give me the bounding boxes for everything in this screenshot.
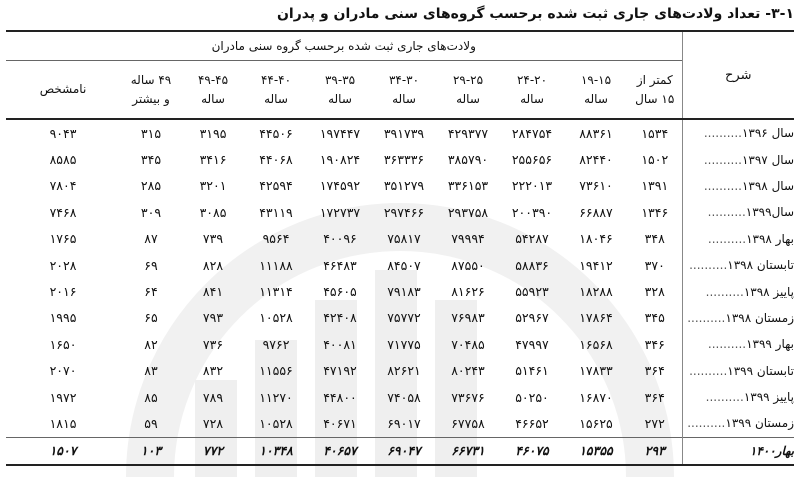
value-cell: ۷۷۲: [182, 437, 244, 465]
column-header-line-2: ساله: [201, 91, 225, 106]
column-header-line-1: ۴۹ ساله: [130, 72, 172, 87]
value-cell: ۴۶۰۷۵: [500, 437, 564, 465]
value-cell: ۱۱۱۸۸: [259, 257, 293, 273]
value-cell: ۴۴۰۶۸: [259, 152, 293, 168]
value-cell: ۱۳۴۶: [641, 204, 669, 220]
value-cell: ۵۹: [144, 415, 158, 431]
value-cell: ۳۴۸: [644, 231, 665, 247]
value-cell: ۲۹۳۷۵۸: [447, 204, 489, 220]
column-header-line-1: ۲۴-۲۰: [516, 72, 548, 87]
column-header: [564, 61, 628, 120]
value-cell: ۷۵۸۱۷: [387, 231, 421, 247]
table-row: [6, 410, 794, 437]
value-cell: ۷۸۰۴: [49, 178, 77, 194]
column-header-line-1: ۲۹-۲۵: [452, 72, 484, 87]
value-cell: ۱۷۲۷۳۷: [319, 204, 361, 220]
table-row: [6, 305, 794, 331]
value-cell: ۵۲۹۶۷: [515, 310, 549, 326]
value-cell: ۲۸۴۷۵۴: [511, 125, 553, 141]
row-label: بهار۱۴۰۰: [749, 443, 794, 458]
value-cell: ۱۹۷۲: [49, 389, 77, 405]
value-cell: ۴۰۰۹۶: [323, 231, 357, 247]
value-cell: ۴۲۹۳۷۷: [447, 125, 489, 141]
leader-dots: ..........: [707, 231, 747, 246]
value-cell: ۱۸۲۸۸: [579, 284, 613, 300]
value-cell: ۸۳۲: [202, 363, 224, 379]
value-cell: ۳۶۳۳۳۶: [383, 152, 425, 168]
column-header-line-2: ساله: [264, 91, 288, 106]
total-row: [6, 437, 794, 465]
leader-dots: ..........: [705, 284, 744, 299]
value-cell: ۳۴۵: [140, 152, 162, 168]
value-cell: ۱۷۴۵۹۲: [319, 178, 361, 194]
row-label-cell: [682, 410, 794, 437]
column-header: [308, 61, 372, 120]
value-cell: ۴۶۶۵۲: [515, 415, 549, 431]
value-cell: ۸۲۶۲۱: [387, 363, 421, 379]
value-cell: ۶۴: [144, 284, 158, 300]
births-table: [6, 30, 794, 466]
value-cell: ۲۸۵: [140, 178, 162, 194]
value-cell: ۴۰۶۵۷: [308, 437, 372, 465]
row-label: سال ۱۳۹۷: [741, 152, 794, 167]
row-label-cell: [682, 226, 794, 252]
value-cell: ۳۹۱۷۳۹: [383, 125, 425, 141]
value-cell: ۲۹۷۴۶۶: [383, 204, 425, 220]
value-cell: ۳۳۶۱۵۳: [447, 178, 489, 194]
value-cell: ۷۶۹۸۳: [451, 310, 485, 326]
column-header-line-2: ۱۵ سال: [635, 91, 675, 106]
value-cell: ۷۳۹: [202, 231, 224, 247]
group-header: ولادت‌های جاری ثبت شده برحسب گروه سنی مادران: [6, 31, 682, 61]
value-cell: ۷۵۷۷۲: [387, 310, 421, 326]
column-header-line-1: ۴۹-۴۵: [197, 72, 229, 87]
value-cell: ۷۰۴۸۵: [451, 336, 485, 352]
value-cell: ۷۹۱۸۳: [387, 284, 421, 300]
value-cell: ۱۹۴۱۲: [579, 257, 613, 273]
value-cell: ۸۲: [144, 336, 158, 352]
value-cell: ۱۹۹۵: [49, 310, 77, 326]
value-cell: ۳۰۹: [140, 204, 162, 220]
value-cell: ۱۰۳۴۸: [244, 437, 308, 465]
row-label: سال ۱۳۹۸: [741, 178, 794, 193]
value-cell: ۳۷۰: [644, 257, 665, 273]
value-cell: ۱۵۳۴: [641, 125, 669, 141]
value-cell: ۱۵۰۲: [641, 152, 669, 168]
leader-dots: ..........: [705, 390, 744, 405]
row-label: زمستان ۱۳۹۸: [725, 310, 794, 325]
column-header: [628, 61, 682, 120]
value-cell: ۱۰۵۲۸: [259, 415, 293, 431]
value-cell: ۷۳۶۷۶: [451, 389, 485, 405]
row-label-cell: [682, 305, 794, 331]
value-cell: ۲۷۲: [644, 415, 665, 431]
table-row: [6, 119, 794, 146]
column-header-line-2: و بیشتر: [132, 91, 170, 106]
row-label: پاییز ۱۳۹۸: [743, 284, 794, 299]
row-label: سال ۱۳۹۶: [741, 126, 794, 141]
value-cell: ۶۶۸۸۷: [579, 204, 613, 220]
value-cell: ۵۱۴۶۱: [515, 363, 549, 379]
table-row: [6, 173, 794, 199]
value-cell: ۶۹: [144, 257, 158, 273]
table-row: [6, 252, 794, 278]
column-headers: [6, 61, 794, 120]
row-label-cell: [682, 358, 794, 384]
value-cell: ۲۵۵۶۵۶: [511, 152, 553, 168]
table-row: [6, 199, 794, 225]
value-cell: ۱۸۱۵: [49, 415, 77, 431]
value-cell: ۶۵: [144, 310, 158, 326]
column-header: [182, 61, 244, 120]
value-cell: ۶۹۰۴۷: [372, 437, 436, 465]
row-label-cell: [682, 199, 794, 225]
value-cell: ۴۴۵۰۶: [259, 125, 293, 141]
value-cell: ۳۱۹۵: [199, 125, 227, 141]
value-cell: ۴۲۴۰۸: [323, 310, 357, 326]
row-label: بهار ۱۳۹۹: [746, 337, 794, 352]
value-cell: ۱۵۰۷: [6, 437, 120, 465]
value-cell: ۳۴۱۶: [199, 152, 227, 168]
value-cell: ۸۸۳۶۱: [579, 125, 613, 141]
value-cell: ۸۲۸: [202, 257, 224, 273]
value-cell: ۳۴۶: [644, 336, 665, 352]
row-label: بهار ۱۳۹۸: [746, 231, 794, 246]
value-cell: ۳۱۵: [140, 125, 162, 141]
leader-dots: ..........: [687, 310, 726, 325]
value-cell: ۴۶۴۸۳: [323, 257, 357, 273]
value-cell: ۲۰۲۸: [49, 257, 77, 273]
value-cell: ۱۱۳۱۴: [259, 284, 293, 300]
row-label-cell: [682, 173, 794, 199]
value-cell: ۷۴۶۸: [49, 204, 77, 220]
value-cell: ۱۷۸۶۴: [579, 310, 613, 326]
column-header: [6, 61, 120, 120]
value-cell: ۱۶۵۶۸: [579, 336, 613, 352]
row-label: سال۱۳۹۹: [745, 205, 794, 220]
value-cell: ۳۶۴: [644, 389, 665, 405]
value-cell: ۷۳۶: [202, 336, 224, 352]
row-label-cell: [682, 437, 794, 465]
value-cell: ۷۱۷۷۵: [387, 336, 421, 352]
value-cell: ۷۹۹۹۴: [451, 231, 485, 247]
row-label: تابستان ۱۳۹۹: [727, 363, 794, 378]
value-cell: ۳۲۸: [644, 284, 665, 300]
row-label: زمستان ۱۳۹۹: [725, 416, 794, 431]
table-row: [6, 278, 794, 304]
leader-dots: ..........: [689, 258, 728, 273]
column-header-line-1: ۴۴-۴۰: [260, 72, 292, 87]
table-title: ۳-۱- تعداد ولادت‌های جاری ثبت شده برحسب گروه‌های سنی مادران و پدران: [276, 6, 794, 22]
value-cell: ۴۴۸۰۰: [323, 389, 357, 405]
value-cell: ۱۷۶۵: [49, 231, 77, 247]
value-cell: ۵۵۹۲۳: [515, 284, 549, 300]
value-cell: ۸۱۶۲۶: [451, 284, 485, 300]
value-cell: ۱۹۰۸۲۴: [319, 152, 361, 168]
leader-dots: ..........: [707, 337, 747, 352]
value-cell: ۴۷۹۹۷: [515, 336, 549, 352]
table-row: [6, 331, 794, 357]
value-cell: ۱۹۷۴۴۷: [319, 125, 361, 141]
row-label: تابستان ۱۳۹۸: [727, 258, 794, 273]
row-label-cell: [682, 252, 794, 278]
value-cell: ۹۰۴۳: [49, 125, 77, 141]
leader-dots: ..........: [703, 152, 742, 167]
value-cell: ۱۱۵۵۶: [259, 363, 293, 379]
value-cell: ۴۰۶۷۱: [323, 415, 357, 431]
value-cell: ۳۲۰۱: [199, 178, 227, 194]
value-cell: ۱۰۳: [120, 437, 182, 465]
column-header: [120, 61, 182, 120]
column-header: [244, 61, 308, 120]
value-cell: ۸۰۲۴۳: [451, 363, 485, 379]
leader-dots: ..........: [707, 205, 746, 220]
value-cell: ۴۲۵۹۴: [259, 178, 293, 194]
column-header-line-1: ۳۹-۳۵: [324, 72, 356, 87]
column-header-line-1: ۳۴-۳۰: [388, 72, 420, 87]
value-cell: ۴۷۱۹۲: [323, 363, 357, 379]
value-cell: ۷۸۹: [202, 389, 224, 405]
value-cell: ۳۶۴: [644, 363, 665, 379]
value-cell: ۷۴۰۵۸: [387, 389, 421, 405]
value-cell: ۴۳۱۱۹: [259, 204, 293, 220]
value-cell: ۸۵: [144, 389, 158, 405]
value-cell: ۸۲۴۴۰: [579, 152, 613, 168]
value-cell: ۲۹۳: [628, 437, 682, 465]
value-cell: ۳۴۵: [644, 310, 665, 326]
table-row: [6, 384, 794, 410]
value-cell: ۲۲۲۰۱۳: [511, 178, 553, 194]
value-cell: ۹۵۶۴: [262, 231, 290, 247]
table-row: [6, 146, 794, 172]
column-header-line-2: ساله: [456, 91, 480, 106]
table-body: [6, 119, 794, 465]
row-label-cell: [682, 146, 794, 172]
value-cell: ۹۷۶۲: [262, 336, 290, 352]
row-header: شرح: [682, 31, 794, 119]
value-cell: ۱۵۶۲۵: [579, 415, 613, 431]
value-cell: ۸۳: [144, 363, 158, 379]
value-cell: ۴۰۰۸۱: [323, 336, 357, 352]
row-label-cell: [682, 331, 794, 357]
leader-dots: ..........: [689, 363, 728, 378]
table-row: [6, 358, 794, 384]
value-cell: ۱۳۹۱: [641, 178, 669, 194]
column-header-line-2: ساله: [520, 91, 544, 106]
value-cell: ۵۰۲۵۰: [515, 389, 549, 405]
leader-dots: ..........: [687, 416, 726, 431]
row-label-cell: [682, 384, 794, 410]
column-header: [500, 61, 564, 120]
column-header-line-1: کمتر از: [636, 72, 673, 87]
value-cell: ۷۲۸: [202, 415, 224, 431]
column-header: [436, 61, 500, 120]
value-cell: ۵۴۲۸۷: [515, 231, 549, 247]
table-row: [6, 226, 794, 252]
value-cell: ۸۷: [144, 231, 158, 247]
value-cell: ۳۵۱۲۷۹: [383, 178, 425, 194]
value-cell: ۲۰۱۶: [49, 284, 77, 300]
leader-dots: ..........: [703, 178, 742, 193]
value-cell: ۱۵۳۵۵: [564, 437, 628, 465]
column-header-line-2: ساله: [392, 91, 416, 106]
value-cell: ۸۷۵۵۰: [451, 257, 485, 273]
value-cell: ۲۰۰۳۹۰: [511, 204, 553, 220]
column-header-line-1: نامشخص: [39, 82, 87, 96]
value-cell: ۷۳۶۱۰: [579, 178, 613, 194]
value-cell: ۱۶۵۰: [49, 336, 77, 352]
value-cell: ۸۴۵۰۷: [387, 257, 421, 273]
value-cell: ۳۸۵۷۹۰: [447, 152, 489, 168]
value-cell: ۱۷۸۳۳: [579, 363, 613, 379]
value-cell: ۱۸۰۴۶: [579, 231, 613, 247]
value-cell: ۵۸۸۳۶: [515, 257, 549, 273]
column-header-line-2: ساله: [328, 91, 352, 106]
value-cell: ۱۶۸۷۰: [579, 389, 613, 405]
column-header: [372, 61, 436, 120]
value-cell: ۸۴۱: [202, 284, 224, 300]
column-header-line-1: ۱۹-۱۵: [580, 72, 612, 87]
value-cell: ۶۶۷۳۱: [436, 437, 500, 465]
column-header-line-2: ساله: [584, 91, 608, 106]
value-cell: ۲۰۷۰: [49, 363, 77, 379]
value-cell: ۱۱۲۷۰: [259, 389, 293, 405]
value-cell: ۷۹۳: [202, 310, 224, 326]
value-cell: ۳۰۸۵: [199, 204, 227, 220]
row-label: پاییز ۱۳۹۹: [743, 390, 794, 405]
value-cell: ۶۹۰۱۷: [387, 415, 421, 431]
row-label-cell: [682, 278, 794, 304]
value-cell: ۱۰۵۲۸: [259, 310, 293, 326]
row-label-cell: [682, 119, 794, 146]
value-cell: ۴۵۶۰۵: [323, 284, 357, 300]
leader-dots: ..........: [703, 126, 742, 141]
value-cell: ۸۵۸۵: [49, 152, 77, 168]
value-cell: ۶۷۷۵۸: [451, 415, 485, 431]
